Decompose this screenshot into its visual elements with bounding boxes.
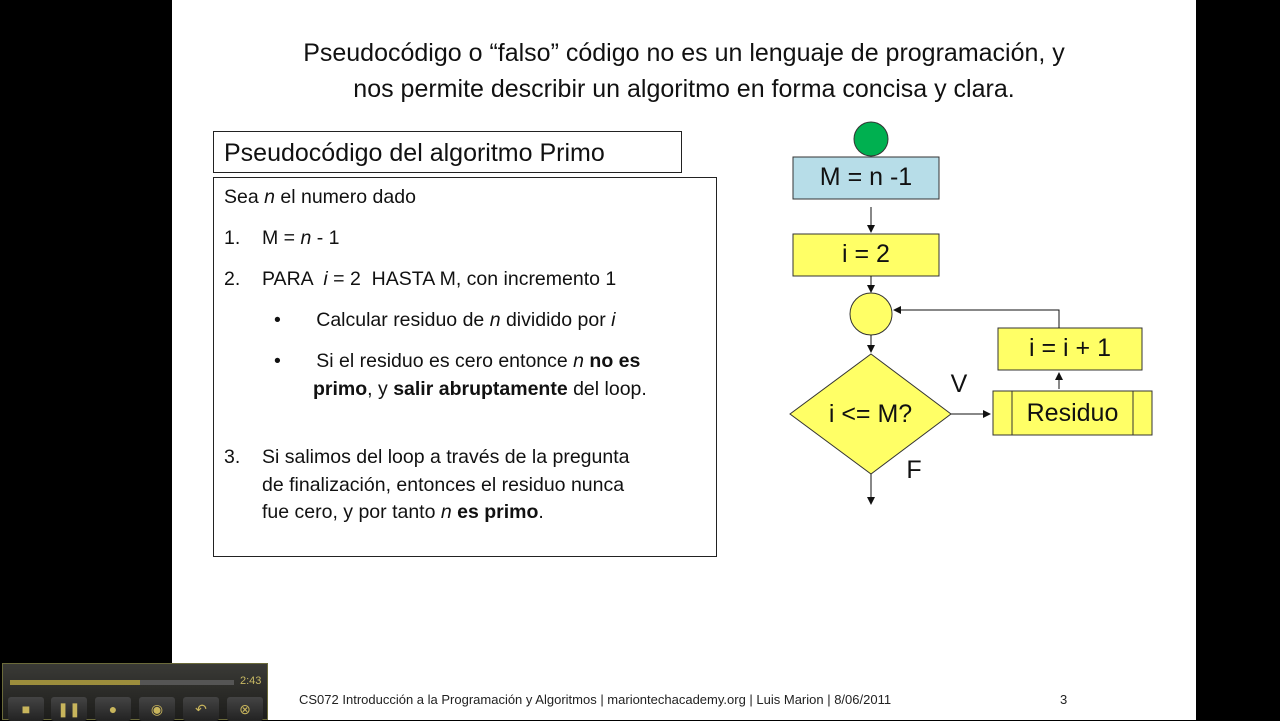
step-3-line2: de finalización, entonces el residuo nunca bbox=[262, 474, 625, 496]
process-label: Residuo bbox=[1026, 399, 1119, 427]
bullet-2: • Si el residuo es cero entonce n no es bbox=[274, 350, 641, 372]
undo-button[interactable] bbox=[183, 697, 219, 721]
microphone-icon: ● bbox=[108, 701, 118, 717]
stop-button[interactable] bbox=[8, 697, 44, 721]
step-3-line3: fue cero, y por tanto n es primo. bbox=[262, 501, 544, 523]
stop-icon: ■ bbox=[21, 701, 31, 717]
init-label: M = n -1 bbox=[819, 163, 913, 191]
user-icon: ◉ bbox=[150, 700, 164, 717]
decision-label: i <= M? bbox=[828, 400, 913, 428]
pause-icon: ❚❚ bbox=[57, 700, 81, 717]
pause-button[interactable] bbox=[51, 697, 87, 721]
close-icon: ⊗ bbox=[239, 700, 251, 717]
pseudocode-title: Pseudocódigo del algoritmo Primo bbox=[213, 131, 682, 173]
close-button[interactable] bbox=[227, 697, 263, 721]
slide-heading: Pseudocódigo o “falso” código no es un lenguaje de programación, y nos permite describir un algoritmo en forma concisa y clara. bbox=[303, 39, 1065, 103]
page-number: 3 bbox=[1060, 692, 1068, 707]
bullet-2-cont: primo, y salir abruptamente del loop. bbox=[313, 378, 647, 400]
slide bbox=[172, 0, 1196, 720]
microphone-button[interactable] bbox=[95, 697, 131, 721]
progress-bar[interactable] bbox=[10, 680, 234, 685]
webcam-button[interactable] bbox=[139, 697, 175, 721]
recording-player bbox=[2, 663, 268, 720]
assign-label: i = 2 bbox=[842, 240, 890, 268]
true-label: V bbox=[950, 370, 968, 398]
increment-label: i = i + 1 bbox=[1029, 334, 1111, 362]
step-2: 2. PARA i = 2 HASTA M, con incremento 1 bbox=[224, 268, 617, 290]
elapsed-time: 2:43 bbox=[240, 675, 262, 687]
slide-footer: CS072 Introducción a la Programación y Algoritmos | mariontechacademy.org | Luis Marion | 8/06/2011 bbox=[299, 692, 892, 707]
step-1: 1. M = n - 1 bbox=[224, 227, 340, 249]
bullet-1: • Calcular residuo de n dividido por i bbox=[274, 309, 616, 331]
step-3: 3. Si salimos del loop a través de la pregunta bbox=[224, 446, 630, 468]
start-node bbox=[854, 122, 888, 156]
undo-icon: ↶ bbox=[195, 700, 207, 717]
false-label: F bbox=[906, 456, 922, 484]
connector-node bbox=[850, 293, 892, 335]
intro-line: Sea n el numero dado bbox=[224, 186, 416, 208]
